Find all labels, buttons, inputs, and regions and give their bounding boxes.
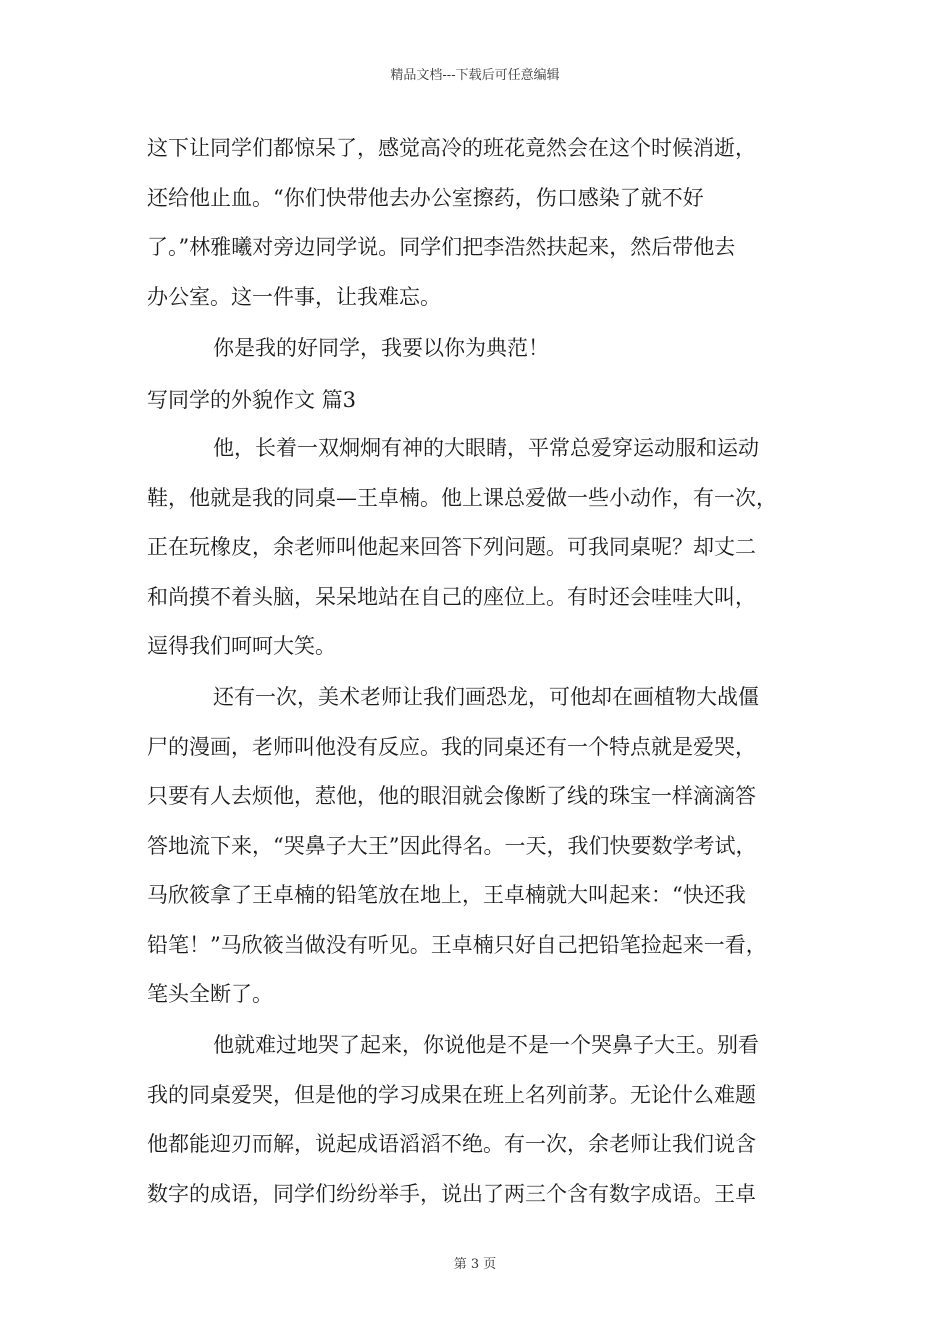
text-line: 答地流下来，“哭鼻子大王”因此得名。一天，我们快要数学考试，	[147, 833, 757, 858]
text-line: 正在玩橡皮，余老师叫他起来回答下列问题。可我同桌呢？却丈二	[147, 535, 756, 559]
text-line: 马欣筱拿了王卓楠的铅笔放在地上，王卓楠就大叫起来：“快还我	[147, 883, 746, 907]
text-line: 尸的漫画，老师叫他没有反应。我的同桌还有一个特点就是爱哭，	[147, 734, 756, 759]
paragraph-4	[147, 673, 827, 1020]
text-line: 笔头全断了。	[147, 982, 273, 1006]
text-line: 还有一次，美术老师让我们画恐龙，可他却在画植物大战僵	[213, 685, 759, 709]
page-header: 精品文档---下载后可任意编辑	[390, 68, 560, 83]
text-line: 数字的成语，同学们纷纷举手，说出了两三个含有数字成语。王卓	[147, 1181, 756, 1206]
text-line: 办公室。这一件事，让我难忘。	[147, 284, 441, 309]
page-number: 第 3 页	[453, 1257, 497, 1272]
text-line: 他都能迎刃而解，说起成语滔滔不绝。有一次，余老师让我们说含	[147, 1132, 756, 1156]
text-line: 和尚摸不着头脑，呆呆地站在自己的座位上。有时还会哇哇大叫，	[147, 584, 756, 609]
paragraph-3	[147, 424, 827, 672]
paragraph-5	[147, 1021, 827, 1219]
text-line: 他就难过地哭了起来，你说他是不是一个哭鼻子大王。别看	[213, 1033, 759, 1057]
text-line: 你是我的好同学，我要以你为典范！	[213, 336, 549, 360]
text-line: 逗得我们呵呵大笑。	[147, 634, 336, 658]
text-line: 鞋，他就是我的同桌—王卓楠。他上课总爱做一些小动作，有一次，	[147, 485, 777, 510]
paragraph-1	[147, 124, 827, 322]
text-line: 我的同桌爱哭，但是他的学习成果在班上名列前茅。无论什么难题	[147, 1082, 756, 1107]
section-heading: 写同学的外貌作文 篇3	[147, 388, 357, 412]
text-line: 还给他止血。“你们快带他去办公室擦药，伤口感染了就不好	[147, 185, 704, 210]
text-line: 铅笔！”马欣筱当做没有听见。王卓楠只好自己把铅笔捡起来一看，	[147, 932, 767, 957]
text-line: 了。”林雅曦对旁边同学说。同学们把李浩然扶起来，然后带他去	[147, 235, 736, 259]
text-line: 只要有人去烦他，惹他，他的眼泪就会像断了线的珠宝一样滴滴答	[147, 784, 756, 808]
text-line: 这下让同学们都惊呆了，感觉高冷的班花竟然会在这个时候消逝，	[147, 136, 756, 160]
paragraph-2	[147, 324, 827, 374]
text-line: 他，长着一双炯炯有神的大眼睛，平常总爱穿运动服和运动	[213, 436, 759, 460]
